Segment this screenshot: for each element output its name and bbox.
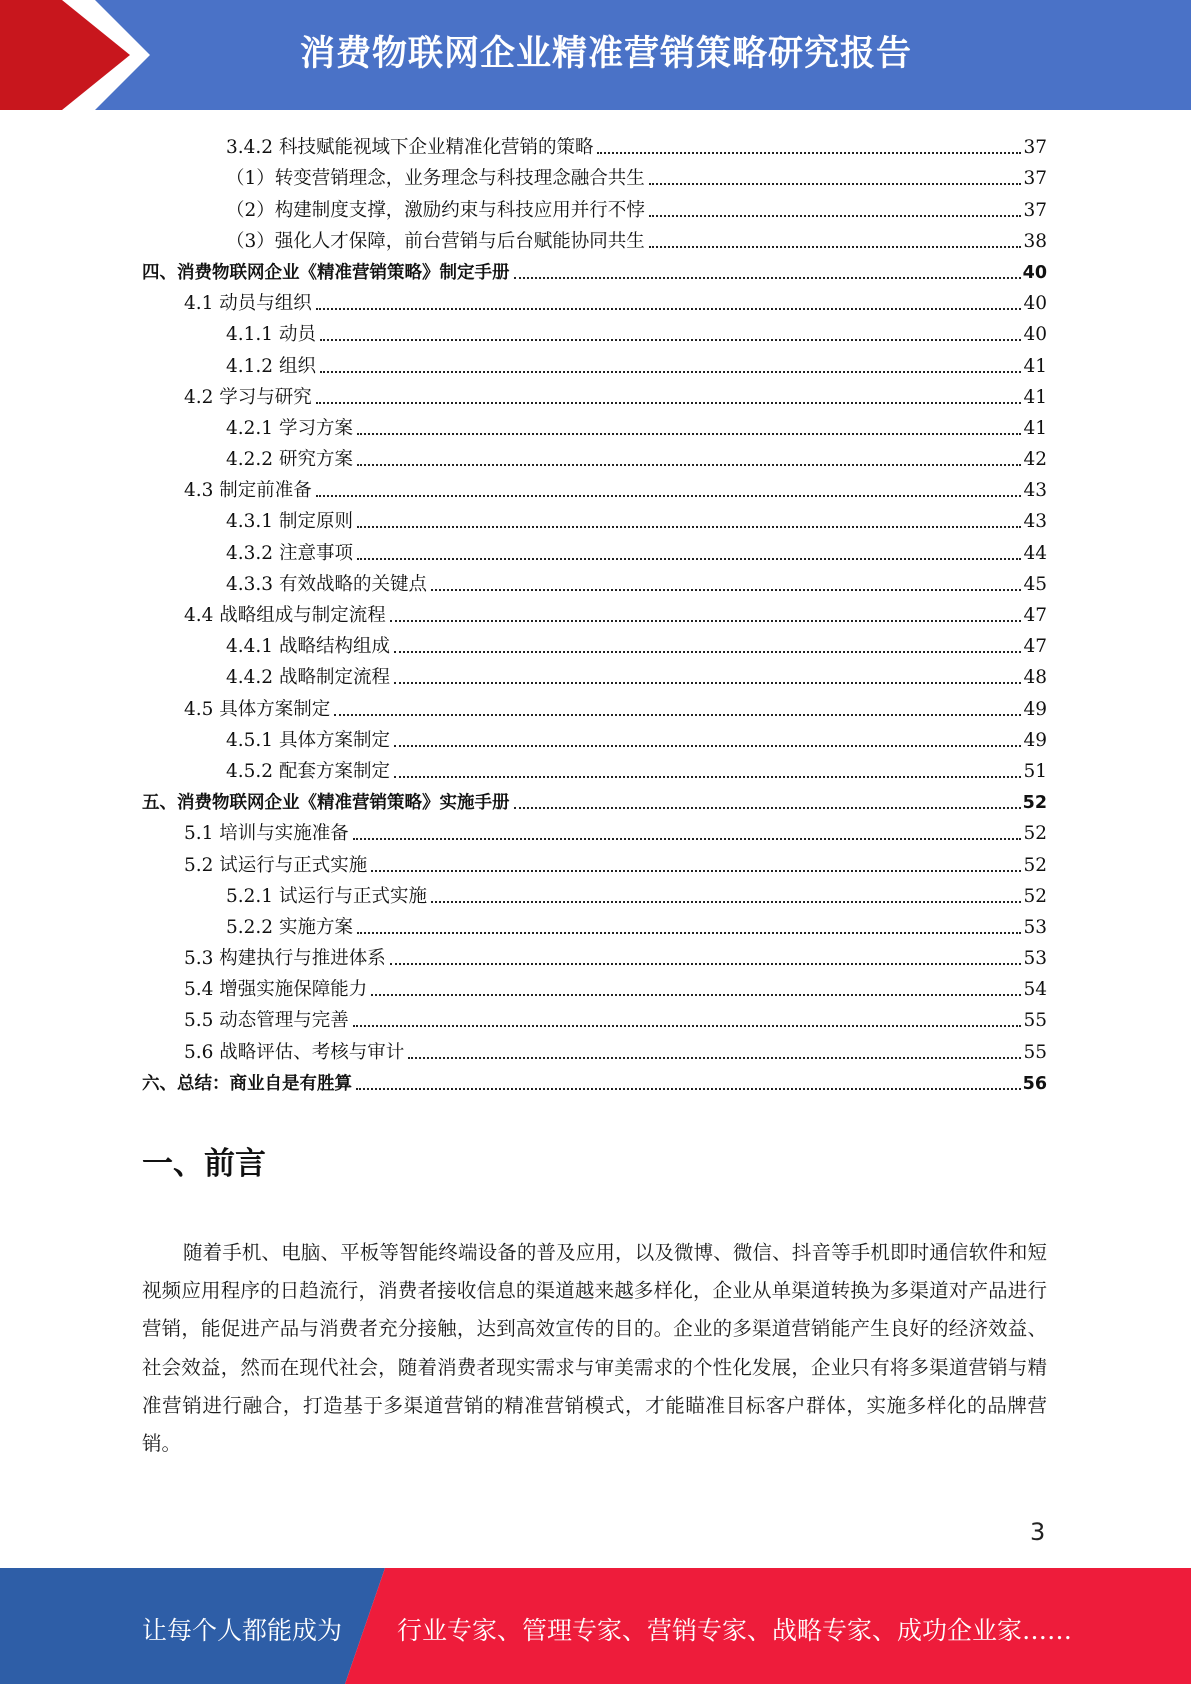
toc-dot-leader — [431, 900, 1021, 903]
toc-entry[interactable] — [142, 129, 1047, 160]
toc-entry[interactable] — [142, 971, 1047, 1002]
toc-entry-page: 52 — [1022, 793, 1047, 814]
toc-entry-label: 5.5 动态管理与完善 — [184, 1010, 349, 1032]
toc-entry[interactable] — [142, 909, 1047, 940]
toc-entry[interactable] — [142, 1033, 1047, 1064]
toc-dot-leader — [371, 869, 1021, 872]
toc-entry-label: 3.4.2 科技赋能视域下企业精准化营销的策略 — [226, 137, 594, 159]
intro-paragraph: 随着手机、电脑、平板等智能终端设备的普及应用，以及微博、微信、抖音等手机即时通信软件和短视频应用程序的日趋流行，消费者接收信息的渠道越来越多样化，企业从单渠道转换为多渠道对产品进行营销，能促进产品与消费者充分接触，达到高效宣传的目的。企业的多渠道营销能产生良好的经济效益、社会效益，然而在现代社会，随着消费者现实需求与审美需求的个性化发展，企业只有将多渠道营销与精准营销进行融合，打造基于多渠道营销的精准营销模式，才能瞄准目标客户群体，实施多样化的品牌营销。 — [142, 1241, 1047, 1456]
toc-entry[interactable] — [142, 472, 1047, 503]
toc-entry-label: 5.6 战略评估、考核与审计 — [184, 1041, 405, 1063]
toc-entry[interactable] — [142, 285, 1047, 316]
toc-entry-page: 52 — [1023, 885, 1047, 907]
toc-dot-leader — [353, 1024, 1022, 1027]
toc-entry-page: 43 — [1023, 480, 1047, 502]
page-footer — [0, 1568, 1191, 1684]
toc-entry-page: 44 — [1023, 542, 1047, 564]
toc-entry-label: 4.3.1 制定原则 — [226, 511, 353, 533]
toc-entry-page: 40 — [1023, 324, 1047, 346]
toc-entry-label: 4.1.1 动员 — [226, 324, 316, 346]
toc-dot-leader — [320, 338, 1022, 341]
toc-entry-label: 4.4.1 战略结构组成 — [226, 636, 390, 658]
toc-entry-label: 5.3 构建执行与推进体系 — [184, 948, 386, 970]
toc-entry[interactable] — [142, 223, 1047, 254]
section-heading: 一、前言 — [142, 1146, 266, 1182]
toc-entry[interactable] — [142, 254, 1047, 285]
page-header — [0, 0, 1191, 110]
toc-dot-leader — [431, 588, 1021, 591]
toc-entry[interactable] — [142, 566, 1047, 597]
toc-entry-page: 41 — [1023, 355, 1047, 377]
toc-entry[interactable] — [142, 597, 1047, 628]
toc-entry[interactable] — [142, 940, 1047, 971]
toc-entry-label: （3）强化人才保障，前台营销与后台赋能协同共生 — [226, 230, 645, 252]
toc-entry[interactable] — [142, 1065, 1047, 1096]
toc-entry[interactable] — [142, 784, 1047, 815]
toc-entry[interactable] — [142, 160, 1047, 191]
toc-entry[interactable] — [142, 316, 1047, 347]
toc-dot-leader — [316, 494, 1022, 497]
toc-entry-page: 49 — [1023, 698, 1047, 720]
toc-entry-page: 45 — [1023, 573, 1047, 595]
toc-entry[interactable] — [142, 534, 1047, 565]
toc-entry[interactable] — [142, 191, 1047, 222]
toc-entry-label: 5.2.1 试运行与正式实施 — [226, 885, 427, 907]
toc-dot-leader — [320, 370, 1022, 373]
toc-entry-label: 4.2.1 学习方案 — [226, 417, 353, 439]
toc-dot-leader — [390, 962, 1022, 965]
toc-entry-page: 56 — [1022, 1073, 1047, 1094]
toc-dot-leader — [597, 151, 1021, 154]
toc-dot-leader — [357, 525, 1022, 528]
toc-entry-label: 5.1 培训与实施准备 — [184, 823, 349, 845]
toc-entry-label: （1）转变营销理念，业务理念与科技理念融合共生 — [226, 168, 645, 190]
toc-entry[interactable] — [142, 628, 1047, 659]
toc-dot-leader — [394, 681, 1021, 684]
toc-entry-page: 37 — [1023, 199, 1047, 221]
toc-entry-label: 4.2.2 研究方案 — [226, 449, 353, 471]
toc-entry-page: 42 — [1023, 449, 1047, 471]
toc-dot-leader — [394, 744, 1021, 747]
toc-dot-leader — [357, 432, 1022, 435]
toc-entry-label: 四、消费物联网企业《精准营销策略》制定手册 — [142, 262, 510, 283]
toc-entry-page: 47 — [1023, 636, 1047, 658]
toc-entry-label: 4.3 制定前准备 — [184, 480, 312, 502]
toc-entry-label: 4.5 具体方案制定 — [184, 698, 331, 720]
toc-entry-page: 52 — [1023, 854, 1047, 876]
toc-entry[interactable] — [142, 815, 1047, 846]
toc-dot-leader — [353, 837, 1022, 840]
toc-dot-leader — [649, 214, 1022, 217]
toc-entry[interactable] — [142, 503, 1047, 534]
toc-entry[interactable] — [142, 878, 1047, 909]
toc-dot-leader — [356, 1087, 1021, 1090]
toc-entry-label: （2）构建制度支撑，激励约束与科技应用并行不悖 — [226, 199, 645, 221]
toc-entry-label: 4.3.3 有效战略的关键点 — [226, 573, 427, 595]
toc-entry-page: 55 — [1023, 1041, 1047, 1063]
toc-dot-leader — [357, 557, 1022, 560]
toc-dot-leader — [357, 463, 1022, 466]
toc-entry[interactable] — [142, 722, 1047, 753]
toc-dot-leader — [649, 245, 1022, 248]
toc-entry-page: 55 — [1023, 1010, 1047, 1032]
toc-entry-label: 4.5.1 具体方案制定 — [226, 729, 390, 751]
footer-slogan-right: 行业专家、管理专家、营销专家、战略专家、成功企业家…… — [397, 1616, 1073, 1645]
toc-entry-page: 40 — [1022, 262, 1047, 283]
toc-entry[interactable] — [142, 1002, 1047, 1033]
toc-dot-leader — [357, 931, 1022, 934]
toc-entry-page: 47 — [1023, 605, 1047, 626]
toc-entry-label: 4.4 战略组成与制定流程 — [184, 605, 386, 626]
toc-entry[interactable] — [142, 659, 1047, 690]
toc-entry-page: 54 — [1023, 979, 1047, 1001]
toc-dot-leader — [316, 307, 1022, 310]
toc-entry-label: 五、消费物联网企业《精准营销策略》实施手册 — [142, 793, 510, 814]
toc-entry-label: 5.4 增强实施保障能力 — [184, 979, 368, 1001]
toc-entry-page: 37 — [1023, 137, 1047, 159]
toc-dot-leader — [514, 276, 1021, 279]
toc-entry-page: 51 — [1023, 760, 1047, 782]
toc-entry-label: 4.2 学习与研究 — [184, 386, 312, 408]
toc-entry-label: 4.1.2 组织 — [226, 355, 316, 377]
footer-slogan-left: 让每个人都能成为 — [142, 1616, 343, 1645]
toc-entry-label: 4.4.2 战略制定流程 — [226, 667, 390, 689]
toc-entry-page: 41 — [1023, 417, 1047, 439]
toc-entry-label: 4.1 动员与组织 — [184, 293, 312, 315]
toc-entry-page: 38 — [1023, 230, 1047, 252]
toc-entry-label: 4.3.2 注意事项 — [226, 542, 353, 564]
toc-entry-label: 4.5.2 配套方案制定 — [226, 760, 390, 782]
toc-dot-leader — [649, 182, 1022, 185]
document-title: 消费物联网企业精准营销策略研究报告 — [300, 34, 913, 74]
toc-entry[interactable] — [142, 753, 1047, 784]
toc-entry-page: 52 — [1023, 823, 1047, 845]
toc-entry[interactable] — [142, 846, 1047, 877]
toc-dot-leader — [334, 713, 1021, 716]
toc-entry-page: 49 — [1023, 729, 1047, 751]
toc-entry[interactable] — [142, 690, 1047, 721]
toc-dot-leader — [408, 1056, 1021, 1059]
toc-entry-label: 5.2 试运行与正式实施 — [184, 854, 368, 876]
toc-entry-label: 5.2.2 实施方案 — [226, 916, 353, 938]
toc-dot-leader — [394, 775, 1021, 778]
toc-entry[interactable] — [142, 410, 1047, 441]
toc-entry-page: 53 — [1023, 948, 1047, 970]
toc-dot-leader — [316, 401, 1022, 404]
toc-entry-page: 37 — [1023, 168, 1047, 190]
toc-entry[interactable] — [142, 347, 1047, 378]
toc-dot-leader — [390, 619, 1022, 622]
toc-dot-leader — [394, 650, 1021, 653]
toc-entry-page: 48 — [1023, 667, 1047, 689]
toc-dot-leader — [371, 993, 1021, 996]
toc-entry-label: 六、总结：商业自是有胜算 — [142, 1073, 352, 1094]
toc-dot-leader — [514, 806, 1021, 809]
toc-entry-page: 53 — [1023, 916, 1047, 938]
toc-entry-page: 43 — [1023, 511, 1047, 533]
table-of-contents — [142, 129, 1047, 1096]
toc-entry-page: 41 — [1023, 386, 1047, 408]
page-number: 3 — [1030, 1518, 1046, 1546]
toc-entry[interactable] — [142, 441, 1047, 472]
toc-entry-page: 40 — [1023, 293, 1047, 315]
toc-entry[interactable] — [142, 379, 1047, 410]
